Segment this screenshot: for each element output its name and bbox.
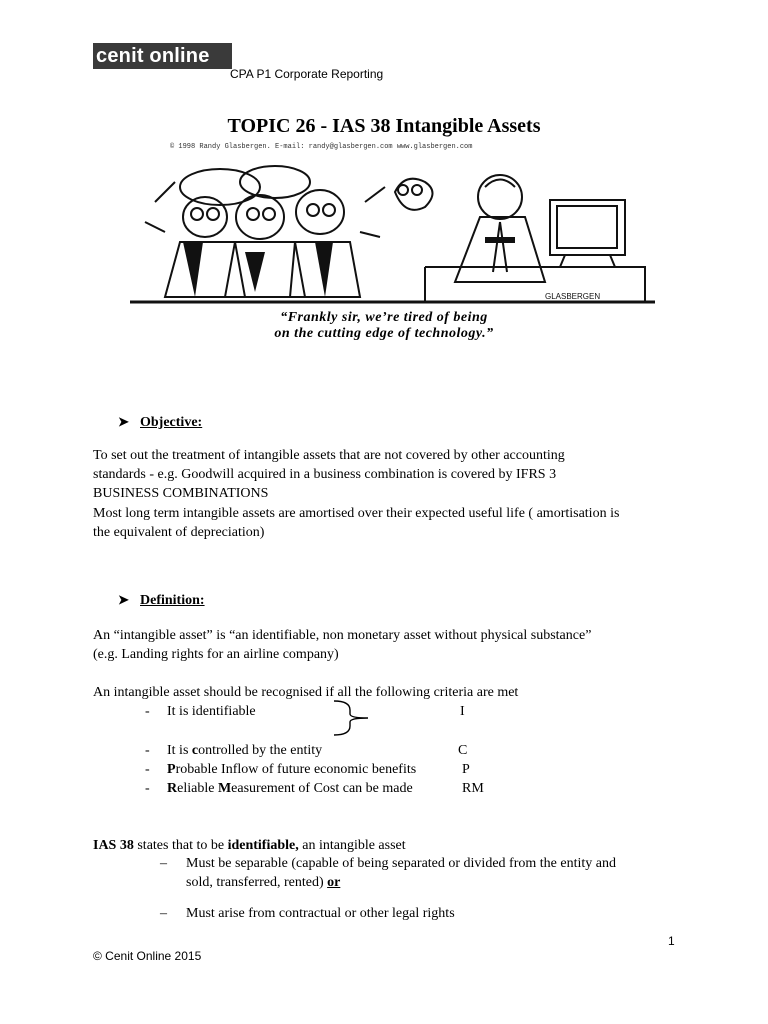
criteria-text bbox=[167, 702, 256, 721]
brace-icon bbox=[330, 698, 372, 738]
criteria-initial: c bbox=[191, 743, 199, 758]
cartoon-credit: © 1998 Randy Glasbergen. E-mail: randy@glasbergen.com www.glasbergen.com bbox=[170, 143, 473, 151]
criteria-text bbox=[167, 779, 413, 798]
objective-line: the equivalent of depreciation) bbox=[93, 525, 265, 540]
criteria-text-part: eliable bbox=[177, 781, 218, 796]
cartoon-caption-line2: on the cutting edge of technology.” bbox=[274, 326, 494, 341]
criteria-text-part: It is identifiable bbox=[167, 704, 256, 719]
criteria-dash: - bbox=[145, 743, 150, 758]
page-number: 1 bbox=[668, 934, 675, 948]
criteria-dash: - bbox=[145, 762, 150, 777]
cartoon-signature: GLASBERGEN bbox=[545, 292, 601, 301]
ias38-label: IAS 38 bbox=[93, 838, 134, 853]
identifiable-keyword: identifiable, bbox=[227, 838, 299, 853]
objective-line: standards - e.g. Goodwill acquired in a business combination is covered by IFRS 3 bbox=[93, 467, 557, 482]
identifiable-intro bbox=[93, 836, 406, 855]
cartoon-caption-line1: “Frankly sir, we’re tired of being bbox=[280, 310, 488, 325]
list-dash: – bbox=[160, 856, 167, 871]
logo-text-part2: line bbox=[174, 45, 210, 67]
identifiable-intro-text: states that to be bbox=[133, 838, 228, 853]
cenit-online-logo bbox=[93, 43, 232, 69]
identifiable-item1-line1: Must be separable (capable of being separated or divided from the entity and bbox=[186, 856, 616, 871]
arrow-bullet-icon: ➤ bbox=[118, 414, 129, 429]
criteria-intro: An intangible asset should be recognised if all the following criteria are met bbox=[93, 685, 519, 700]
page-title: TOPIC 26 - IAS 38 Intangible Assets bbox=[227, 115, 541, 137]
criteria-text-part: robable Inflow of future economic benefits bbox=[175, 762, 417, 777]
criteria-text-part: easurement of Cost can be made bbox=[231, 781, 413, 796]
criteria-dash: - bbox=[145, 704, 150, 719]
logo-text-part1: cenit on bbox=[96, 45, 175, 67]
objective-line: BUSINESS COMBINATIONS bbox=[93, 486, 269, 501]
footer-copyright: © Cenit Online 2015 bbox=[93, 949, 202, 963]
identifiable-item1-text: sold, transferred, rented) bbox=[186, 875, 324, 890]
arrow-bullet-icon: ➤ bbox=[118, 592, 129, 607]
definition-heading: Definition: bbox=[140, 593, 205, 608]
definition-line1: An “intangible asset” is “an identifiable, non monetary asset without physical substance” bbox=[93, 628, 592, 643]
criteria-code: C bbox=[458, 743, 468, 758]
identifiable-item1-line2 bbox=[186, 873, 340, 892]
criteria-dash: - bbox=[145, 781, 150, 796]
objective-heading: Objective: bbox=[140, 415, 203, 430]
definition-line2: (e.g. Landing rights for an airline company) bbox=[93, 647, 339, 662]
document-subtitle: CPA P1 Corporate Reporting bbox=[230, 67, 384, 81]
criteria-text-part: ontrolled by the entity bbox=[198, 743, 323, 758]
criteria-code: RM bbox=[462, 781, 484, 796]
criteria-code: P bbox=[462, 762, 470, 777]
criteria-initial: R bbox=[167, 781, 178, 796]
identifiable-item2: Must arise from contractual or other legal rights bbox=[186, 906, 455, 921]
criteria-text-part: It is bbox=[167, 743, 192, 758]
objective-line: Most long term intangible assets are amortised over their expected useful life ( amortisation is bbox=[93, 506, 620, 521]
criteria-initial: P bbox=[167, 762, 176, 777]
criteria-initial: M bbox=[217, 781, 232, 796]
criteria-code: I bbox=[460, 704, 465, 719]
identifiable-intro-text: an intangible asset bbox=[298, 838, 406, 853]
objective-line: To set out the treatment of intangible assets that are not covered by other accounting bbox=[93, 448, 565, 463]
or-keyword: or bbox=[327, 875, 341, 890]
list-dash: – bbox=[160, 906, 167, 921]
criteria-text bbox=[167, 741, 322, 760]
criteria-text bbox=[167, 760, 416, 779]
